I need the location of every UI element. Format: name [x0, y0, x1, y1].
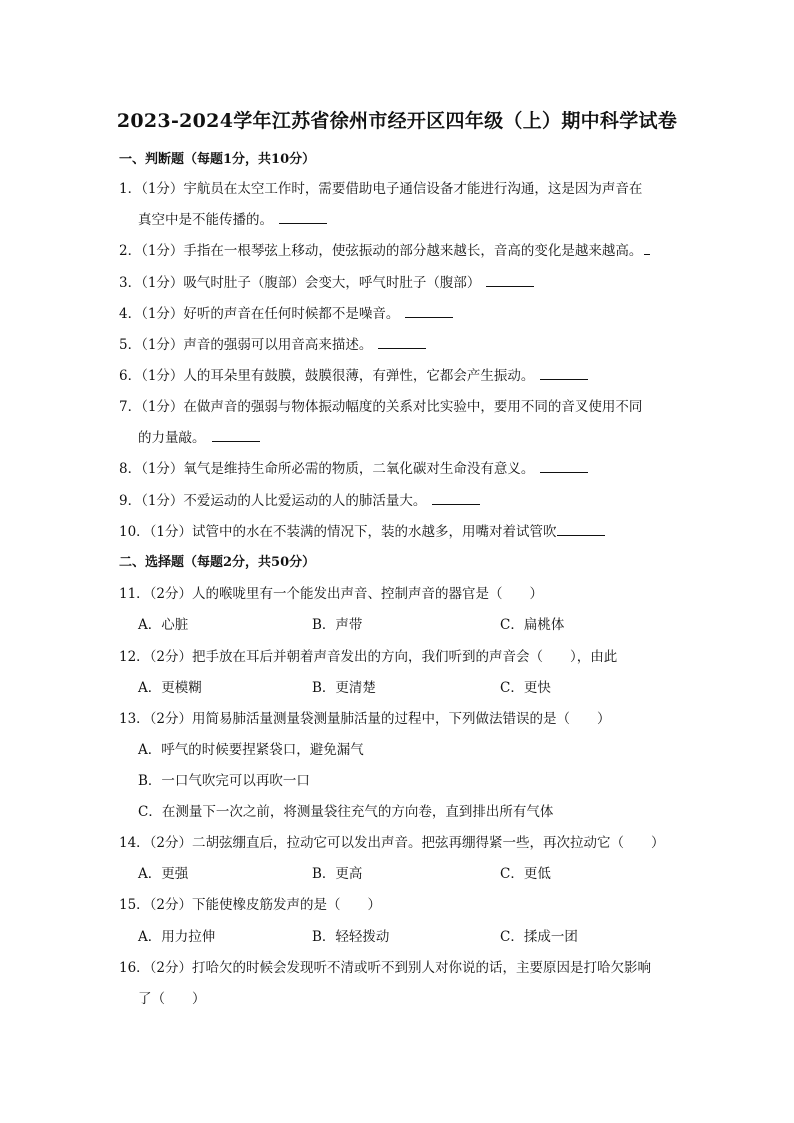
option-a[interactable]: A．心脏	[138, 617, 189, 633]
question-12: 12．（2分）把手放在耳后并朝着声音发出的方向，我们听到的声音会（ ），由此	[119, 649, 618, 665]
question-text: 2．（1分）手指在一根琴弦上移动，使弦振动的部分越来越长，音高的变化是越来越高。	[119, 243, 643, 259]
option-b[interactable]: B．声带	[312, 617, 363, 633]
answer-blank[interactable]	[644, 242, 650, 255]
question-text: 6．（1分）人的耳朵里有鼓膜，鼓膜很薄，有弹性，它都会产生振动。	[119, 368, 535, 384]
section-heading-judgment: 一、判断题（每题1分，共10分）	[119, 152, 316, 167]
question-15: 15．（2分）下能使橡皮筋发声的是（ ）	[119, 897, 382, 913]
section-heading-choice: 二、选择题（每题2分，共50分）	[119, 555, 316, 570]
question-16-continued: 了（ ）	[138, 991, 206, 1007]
answer-blank[interactable]	[540, 460, 588, 473]
question-text: 4．（1分）好听的声音在任何时候都不是噪音。	[119, 306, 400, 322]
question-6	[119, 364, 588, 384]
question-1	[119, 177, 642, 197]
option-a[interactable]: A．更模糊	[138, 680, 202, 696]
question-1-continued	[138, 208, 327, 228]
question-5	[119, 333, 426, 353]
answer-blank[interactable]	[405, 305, 453, 318]
question-text: 8．（1分）氧气是维持生命所必需的物质，二氧化碳对生命没有意义。	[119, 461, 535, 477]
question-text: 1．（1分）宇航员在太空工作时，需要借助电子通信设备才能进行沟通，这是因为声音在	[119, 181, 643, 197]
answer-blank[interactable]	[432, 492, 480, 505]
question-text: 5．（1分）声音的强弱可以用音高来描述。	[119, 337, 373, 353]
option-a[interactable]: A．呼气的时候要捏紧袋口，避免漏气	[138, 742, 364, 758]
page-title: 2023-2024学年江苏省徐州市经开区四年级（上）期中科学试卷	[116, 110, 678, 132]
question-text: 7．（1分）在做声音的强弱与物体振动幅度的关系对比实验中，要用不同的音叉使用不同	[119, 399, 643, 415]
option-a[interactable]: A．用力拉伸	[138, 929, 216, 945]
question-7-continued	[138, 426, 260, 446]
answer-blank[interactable]	[540, 367, 588, 380]
option-b[interactable]: B．更清楚	[312, 680, 376, 696]
option-c[interactable]: C．扁桃体	[500, 617, 565, 633]
question-text: 真空中是不能传播的。	[138, 212, 273, 228]
question-8	[119, 457, 588, 477]
option-a[interactable]: A．更强	[138, 866, 189, 882]
question-text: 3．（1分）吸气时肚子（腹部）会变大，呼气时肚子（腹部）	[119, 275, 481, 291]
option-b[interactable]: B．轻轻拨动	[312, 929, 390, 945]
question-16: 16．（2分）打哈欠的时候会发现听不清或听不到别人对你说的话，主要原因是打哈欠影响	[119, 960, 652, 976]
answer-blank[interactable]	[486, 274, 534, 287]
question-text: 的力量敲。	[138, 430, 206, 446]
question-10	[119, 520, 605, 540]
question-text: 10．（1分）试管中的水在不装满的情况下，装的水越多，用嘴对着试管吹	[119, 524, 557, 540]
question-11: 11．（2分）人的喉咙里有一个能发出声音、控制声音的器官是（ ）	[119, 586, 544, 602]
option-c[interactable]: C．揉成一团	[500, 929, 578, 945]
option-c[interactable]: C．更低	[500, 866, 551, 882]
question-4	[119, 302, 453, 322]
question-3	[119, 271, 534, 291]
question-text: 9．（1分）不爱运动的人比爱运动的人的肺活量大。	[119, 493, 427, 509]
answer-blank[interactable]	[212, 429, 260, 442]
question-14: 14．（2分）二胡弦绷直后，拉动它可以发出声音。把弦再绷得紧一些，再次拉动它（ ）	[119, 835, 665, 851]
option-c[interactable]: C．在测量下一次之前，将测量袋往充气的方向卷，直到排出所有气体	[138, 804, 554, 820]
option-c[interactable]: C．更快	[500, 680, 551, 696]
question-13: 13．（2分）用简易肺活量测量袋测量肺活量的过程中，下列做法错误的是（ ）	[119, 711, 611, 727]
answer-blank[interactable]	[279, 211, 327, 224]
option-b[interactable]: B．更高	[312, 866, 363, 882]
question-2	[119, 239, 650, 259]
question-7	[119, 395, 642, 415]
answer-blank[interactable]	[557, 523, 605, 536]
question-9	[119, 489, 480, 509]
option-b[interactable]: B．一口气吹完可以再吹一口	[138, 773, 310, 789]
answer-blank[interactable]	[378, 336, 426, 349]
